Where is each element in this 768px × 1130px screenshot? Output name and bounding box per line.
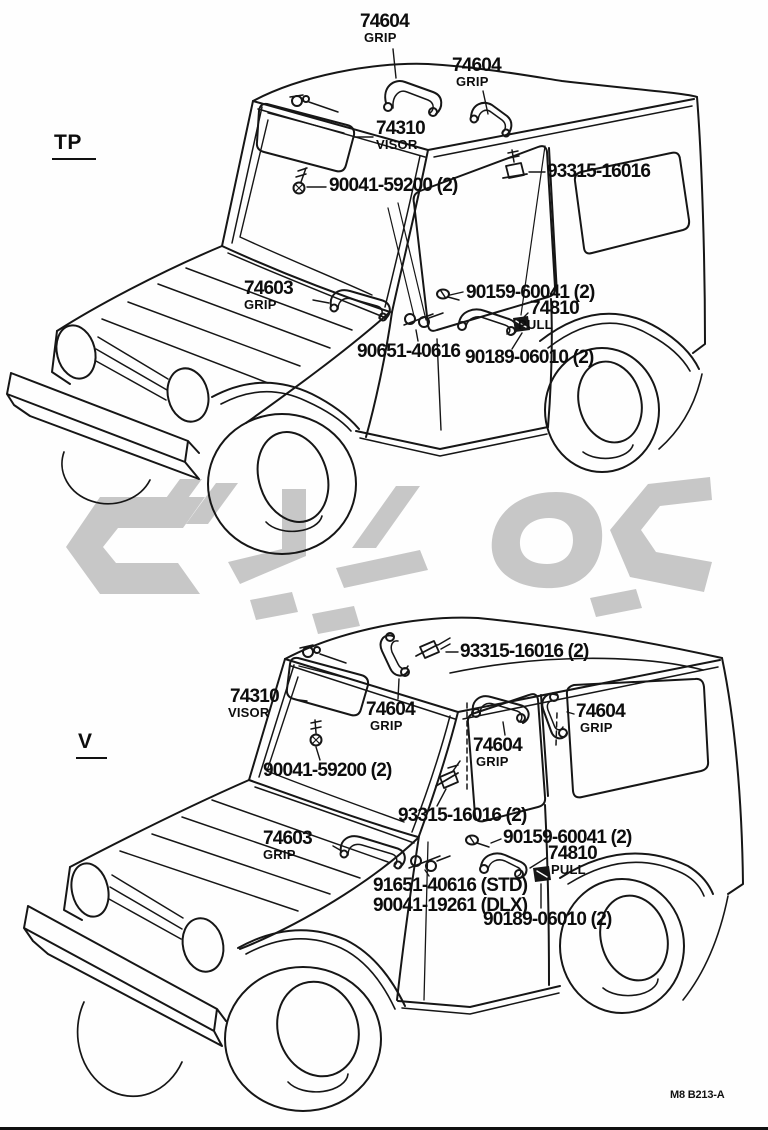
pull-handle-top-icon [458, 310, 517, 336]
part-label-74310-visor: 74310 VISOR [228, 686, 279, 721]
roof-grip-front-icon [384, 81, 441, 116]
part-label-74604-bpillar: 74604 GRIP [473, 735, 522, 770]
part-label-74810-pull: 74810 PULL [548, 843, 597, 878]
part-label-90189-06010: 90189-06010 (2) [483, 909, 612, 930]
part-label-93315-16016-top: 93315-16016 (2) [460, 641, 589, 662]
part-label-90041-19261-dlx: 90041-19261 (DLX) [373, 895, 528, 916]
grip-windshield-icon [381, 633, 409, 676]
part-label-90651-40616: 90651-40616 [357, 341, 461, 362]
view-label-tp: TP [52, 131, 96, 160]
part-label-90041-59200: 90041-59200 (2) [329, 175, 458, 196]
cowl-grip-bottom-icon [341, 836, 405, 868]
sun-visor-bottom-icon [287, 645, 368, 715]
part-label-90041-59200: 90041-59200 (2) [263, 760, 392, 781]
screw-icon [294, 168, 308, 194]
part-label-74603-grip: 74603 GRIP [244, 278, 293, 313]
part-label-90189-06010: 90189-06010 (2) [465, 347, 594, 368]
part-label-74810-pull: 74810 PULL [518, 298, 579, 333]
part-label-74604-quarter: 74604 GRIP [576, 701, 625, 736]
part-label-91651-40616-std: 91651-40616 (STD) [373, 875, 528, 896]
doc-code: M8 B213-A [670, 1089, 725, 1101]
bolt-icon [416, 638, 450, 658]
part-label-93315-16016: 93315-16016 [547, 161, 651, 182]
hinge-bolt-icon [404, 313, 443, 327]
clip-screw-icon [437, 290, 459, 301]
watermark-logo [66, 477, 712, 634]
part-label-74604-roof-front: 74604 GRIP [360, 11, 409, 46]
bolt-icon [503, 150, 527, 178]
screw-icon [311, 720, 322, 746]
part-label-74604-roof-rear: 74604 GRIP [452, 55, 501, 90]
roof-grip-rear-icon [471, 103, 512, 137]
view-label-v: V [76, 730, 107, 759]
part-label-90159-60041: 90159-60041 (2) [466, 282, 595, 303]
part-label-90159-60041: 90159-60041 (2) [503, 827, 632, 848]
part-label-93315-16016-mid: 93315-16016 (2) [398, 805, 527, 826]
clip-screw-icon [466, 836, 489, 848]
part-label-74310-visor: 74310 VISOR [376, 118, 425, 153]
vehicle-bottom-drawing [24, 618, 743, 1111]
part-label-74603-grip: 74603 GRIP [263, 828, 312, 863]
part-label-74604-windshield: 74604 GRIP [366, 699, 415, 734]
